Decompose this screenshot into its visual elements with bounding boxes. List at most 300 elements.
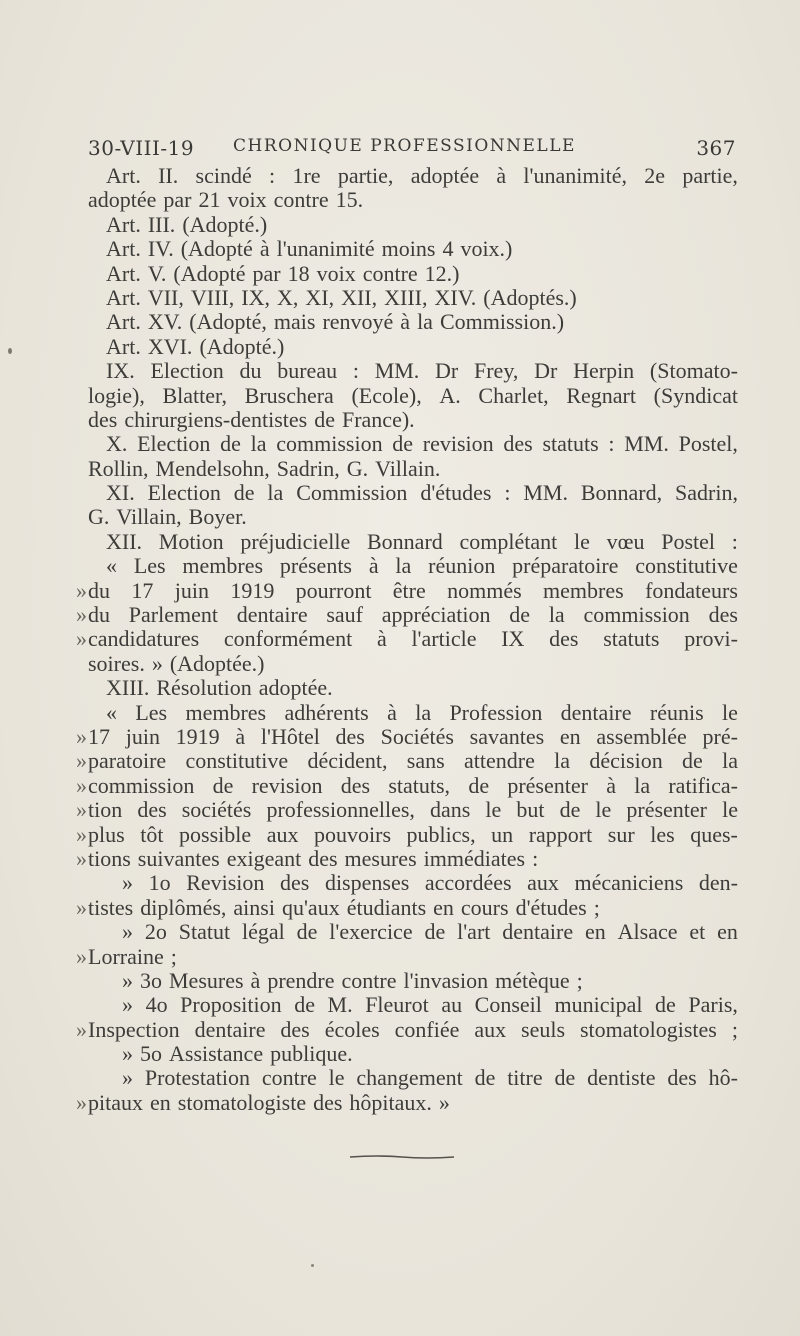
margin-mark (8, 348, 12, 354)
word: XI, (305, 284, 335, 310)
word: Blatter, (162, 382, 227, 408)
word: 18 (287, 260, 310, 286)
text-line (88, 335, 738, 359)
word: VII, (147, 284, 184, 310)
word: le (328, 1065, 345, 1091)
word: commission (276, 431, 383, 457)
word: » (122, 1065, 133, 1091)
word: Dr (534, 358, 558, 384)
quote-mark: » (76, 772, 87, 798)
word: statuts (542, 431, 599, 457)
word: hô- (708, 1065, 738, 1091)
word: membres (182, 553, 264, 579)
word: voix (227, 187, 267, 213)
word: commission (583, 602, 690, 628)
word: pitaux (88, 1089, 143, 1115)
word: chirurgiens-dentistes (124, 406, 308, 432)
word: G. (88, 504, 110, 530)
word: de (474, 1065, 496, 1091)
word: aux (527, 870, 559, 896)
word: aux (266, 821, 299, 847)
word: X. (106, 431, 128, 457)
word: préparatoire (512, 553, 619, 579)
text-line (76, 821, 738, 847)
word: l'unanimité (276, 236, 375, 262)
word: (Adopté.) (182, 211, 268, 237)
word: Les (133, 553, 166, 579)
word: un (491, 821, 514, 847)
word: Inspection (88, 1016, 180, 1042)
word: » (122, 919, 133, 945)
word: Protestation (144, 1065, 250, 1091)
word: voix (316, 260, 356, 286)
word: l'art (457, 919, 491, 945)
text-line (88, 213, 738, 237)
quote-mark: » (76, 602, 87, 628)
word: : (504, 480, 511, 506)
word: ; (731, 1016, 738, 1042)
word: partie, (682, 163, 738, 188)
quote-mark: » (76, 1089, 87, 1115)
word: décident, (307, 748, 388, 774)
word: contre (261, 1065, 317, 1091)
word: Dr (435, 358, 459, 384)
word: adoptée. (258, 675, 333, 701)
word: écoles (324, 1016, 380, 1042)
word: provi- (684, 626, 738, 652)
word: juin (125, 723, 160, 749)
word: XI. (106, 480, 135, 506)
specks (311, 1264, 314, 1267)
word: réunis (649, 699, 704, 725)
word: (Adopté, (189, 309, 267, 335)
word: de (220, 431, 241, 457)
word: de (424, 919, 446, 945)
text-line (88, 188, 738, 212)
text-line (88, 1042, 738, 1066)
text-line (76, 845, 738, 871)
word: de (468, 772, 490, 798)
word: sur (607, 821, 635, 847)
text-line (76, 602, 738, 628)
page-number: 367 (696, 136, 736, 160)
word: Villain, (116, 504, 182, 530)
text-line (76, 626, 738, 652)
word: nommés (447, 577, 522, 603)
word: l'invasion (403, 967, 489, 993)
word: Art. (106, 309, 141, 335)
word: l'exercice (329, 919, 413, 945)
word: dentaire (502, 919, 574, 945)
word: » (122, 992, 133, 1018)
word: les (650, 821, 675, 847)
word: XII, (341, 284, 378, 310)
word: (Adopté.) (199, 333, 285, 359)
word: (Adoptée.) (169, 650, 265, 676)
word: M. (327, 992, 353, 1018)
word: à (250, 967, 261, 993)
word: de (554, 1065, 576, 1091)
text-line (88, 969, 738, 993)
quote-mark: » (76, 943, 87, 969)
word: dispenses (324, 870, 410, 896)
word: voix.) (460, 236, 513, 262)
word: V. (147, 260, 167, 286)
word: X, (276, 284, 299, 310)
word: le (573, 528, 590, 554)
word: sociétés (181, 797, 252, 823)
text-line (76, 943, 738, 969)
word: « (106, 699, 117, 725)
word: professionnelles, (266, 797, 415, 823)
word: contre (341, 967, 397, 993)
word: hôpitaux. (349, 1089, 432, 1115)
word: » (122, 967, 133, 993)
word: Alsace (617, 919, 678, 945)
text-line (88, 554, 738, 578)
word: membres (543, 577, 624, 603)
word: IX, (241, 284, 270, 310)
word: 2e (644, 163, 666, 188)
word: Parlement (128, 602, 218, 628)
word: moins (381, 236, 436, 262)
word: légal (241, 919, 285, 945)
text-line (88, 432, 738, 456)
word: Art. (106, 236, 141, 262)
word: revision (251, 772, 323, 798)
word: mesures (344, 845, 417, 871)
word: Villain. (375, 455, 441, 481)
text-line (88, 505, 738, 529)
word: Postel, (678, 431, 738, 457)
word: de (682, 748, 703, 774)
word: étudiants (346, 894, 427, 920)
word: MM. (624, 431, 669, 457)
word: ; (170, 943, 177, 969)
word: titre (507, 1065, 543, 1091)
word: II. (158, 163, 179, 188)
word: (Adopté (173, 260, 246, 286)
word: publics, (406, 821, 476, 847)
word: MM. (374, 358, 420, 384)
word: de (296, 919, 318, 945)
word: vœu (606, 528, 645, 554)
word: de (233, 480, 255, 506)
word: de (314, 406, 335, 432)
word: la (417, 309, 433, 335)
word: Paris, (688, 992, 738, 1018)
text-line (76, 772, 738, 798)
word: adoptée (410, 163, 480, 188)
word: par (163, 187, 192, 213)
word: pourront (295, 577, 372, 603)
word: ainsi (233, 894, 275, 920)
word: XIII. (106, 675, 150, 701)
word: métèque (495, 967, 570, 993)
word: des (503, 431, 533, 457)
word: commission (88, 772, 195, 798)
quote-mark: » (76, 748, 87, 774)
word: exigeant (226, 845, 302, 871)
word: la (548, 602, 565, 628)
word: 17 (131, 577, 154, 603)
word: ; (576, 967, 583, 993)
word: paratoire (88, 748, 167, 774)
word: de (294, 992, 315, 1018)
word: à (400, 309, 411, 335)
word: revision (422, 431, 494, 457)
word: (Adopté (180, 236, 253, 262)
word: rapport (528, 821, 593, 847)
word: Commission.) (439, 309, 565, 335)
word: en (433, 894, 454, 920)
word: : (608, 431, 615, 457)
word: à (496, 163, 507, 188)
word: Statut (178, 919, 231, 945)
word: la (267, 480, 284, 506)
word: la (395, 553, 412, 579)
word: statuts (603, 626, 660, 652)
header-date: 30-VIII-19 (88, 136, 195, 160)
word: tion (88, 797, 123, 823)
word: Assistance (169, 1041, 264, 1067)
word: Commission (296, 480, 408, 506)
word: Frey, (474, 358, 519, 384)
text-line (88, 237, 738, 261)
word: dans (430, 797, 471, 823)
text-line (88, 652, 738, 676)
word: (Stomato- (649, 358, 738, 384)
word: changement (356, 1065, 463, 1091)
word: préjudicielle (240, 528, 351, 554)
word: diplômés, (140, 894, 227, 920)
word: » (122, 1041, 133, 1067)
word: l'article (411, 626, 477, 652)
word: : (352, 358, 359, 384)
word: Rollin, (88, 455, 149, 481)
word: à (387, 699, 397, 725)
word: 5o (140, 1041, 162, 1067)
word: confiée (394, 1016, 460, 1042)
word: 4 (442, 236, 454, 262)
word: la (722, 748, 738, 774)
word: des (313, 1089, 343, 1115)
word: présents (279, 553, 352, 579)
word: » (151, 650, 163, 676)
word: en (150, 1089, 171, 1115)
word: Proposition (180, 992, 282, 1018)
word: des (137, 797, 167, 823)
word: la (554, 748, 571, 774)
word: des (340, 772, 371, 798)
word: la (415, 699, 432, 725)
word: à (368, 553, 379, 579)
word: adhérents (284, 699, 369, 725)
word: 17 (88, 723, 110, 749)
text-line (88, 359, 738, 383)
word: 1919 (230, 577, 275, 603)
word: constitutive (185, 748, 289, 774)
word: et (689, 919, 706, 945)
word: tôt (140, 821, 164, 847)
quote-mark: » (76, 821, 87, 847)
word: tistes (88, 894, 134, 920)
word: décision (589, 748, 663, 774)
word: réunion (428, 553, 496, 579)
word: Art. (106, 284, 141, 310)
word: XIV. (434, 284, 477, 310)
word: Motion (158, 528, 224, 554)
word: scindé (195, 163, 252, 188)
word: ratifica- (668, 772, 738, 798)
word: Art. (106, 333, 141, 359)
word: » (438, 1089, 450, 1115)
word: 12.) (424, 260, 460, 286)
word: dentaire (194, 1016, 266, 1042)
word: contre (273, 187, 329, 213)
word: pouvoirs (314, 821, 391, 847)
word: Mesures (169, 967, 244, 993)
word: tions (88, 845, 131, 871)
text-line (76, 1016, 738, 1042)
text-line (88, 286, 738, 310)
word: Sadrin, (675, 480, 738, 506)
text-line (88, 408, 738, 432)
word: Art. (106, 163, 141, 188)
word: savantes (469, 723, 545, 749)
word: Sadrin, (276, 455, 340, 481)
word: Bruschera (244, 382, 334, 408)
word: : (731, 528, 738, 554)
word: des (667, 1065, 697, 1091)
word: ; (593, 894, 600, 920)
word: municipal (554, 992, 643, 1018)
word: 3o (140, 967, 162, 993)
document-body (76, 163, 738, 1115)
word: accordées (424, 870, 512, 896)
word: France). (341, 406, 415, 432)
text-line (88, 530, 738, 554)
word: IX. (106, 358, 135, 384)
word: possible (179, 821, 252, 847)
text-line (88, 310, 738, 334)
word: de (509, 602, 531, 628)
word: en (559, 723, 581, 749)
word: VIII, (190, 284, 235, 310)
header-section-title: CHRONIQUE PROFESSIONNELLE (233, 136, 576, 156)
word: Les (135, 699, 168, 725)
word: à (259, 236, 270, 262)
word: Revision (186, 870, 265, 896)
text-line (88, 384, 738, 408)
word: l'unanimité, (523, 163, 627, 188)
word: : (532, 845, 539, 871)
word: immédiates (423, 845, 526, 871)
text-line (76, 894, 738, 920)
word: stomatologiste (177, 1089, 307, 1115)
quote-mark: » (76, 1016, 87, 1042)
text-line (76, 748, 738, 774)
word: plus (88, 821, 125, 847)
word: du (239, 358, 262, 384)
word: » (122, 870, 133, 896)
word: fondateurs (645, 577, 738, 603)
word: Regnart (566, 382, 636, 408)
word: des (280, 1016, 310, 1042)
text-line (76, 723, 738, 749)
word: le (721, 699, 738, 725)
word: cours (460, 894, 509, 920)
word: de (212, 772, 234, 798)
word: sans (406, 748, 445, 774)
word: assemblée (596, 723, 687, 749)
word: renvoyé (322, 309, 394, 335)
word: Résolution (156, 675, 252, 701)
word: pré- (702, 723, 738, 749)
word: Fleurot (365, 992, 429, 1018)
word: à (606, 772, 616, 798)
word: sauf (326, 602, 364, 628)
word: IX (501, 626, 525, 652)
word: Herpin (573, 358, 635, 384)
running-header (88, 136, 736, 166)
word: suivantes (137, 845, 220, 871)
word: mécaniciens (574, 870, 684, 896)
word: le (595, 797, 612, 823)
word: 4o (145, 992, 168, 1018)
word: 21 (198, 187, 221, 213)
word: l'Hôtel (260, 723, 320, 749)
word: présenter (626, 797, 708, 823)
word: par (252, 260, 281, 286)
word: le (722, 797, 738, 823)
word: appréciation (381, 602, 491, 628)
text-line (76, 1089, 738, 1115)
word: en (585, 919, 606, 945)
word: conformément (223, 626, 353, 652)
word: à (235, 723, 246, 749)
word: prendre (267, 967, 335, 993)
word: de (392, 431, 414, 457)
word: (Adoptés.) (483, 284, 577, 310)
word: à (376, 626, 387, 652)
word: Bonnard, (580, 480, 663, 506)
word: Postel (661, 528, 716, 554)
word: Bonnard (367, 528, 443, 554)
word: Boyer. (188, 504, 247, 530)
word: qu'aux (281, 894, 340, 920)
word: Profession (449, 699, 543, 725)
word: des (88, 406, 118, 432)
section-separator (348, 1154, 456, 1160)
word: stomatologistes (579, 1016, 717, 1042)
word: Art. (106, 211, 141, 237)
word: Mendelsohn, (155, 455, 270, 481)
word: dentaire (560, 699, 632, 725)
text-line (88, 262, 738, 286)
word: XV. (147, 309, 183, 335)
quote-mark: » (76, 797, 87, 823)
word: dentiste (587, 1065, 656, 1091)
word: publique. (270, 1041, 353, 1067)
word: logie), (88, 382, 145, 408)
word: de (559, 797, 581, 823)
quote-mark: » (76, 577, 87, 603)
word: « (106, 553, 117, 579)
word: contre (362, 260, 418, 286)
word: Sociétés (380, 723, 454, 749)
word: des (280, 870, 310, 896)
